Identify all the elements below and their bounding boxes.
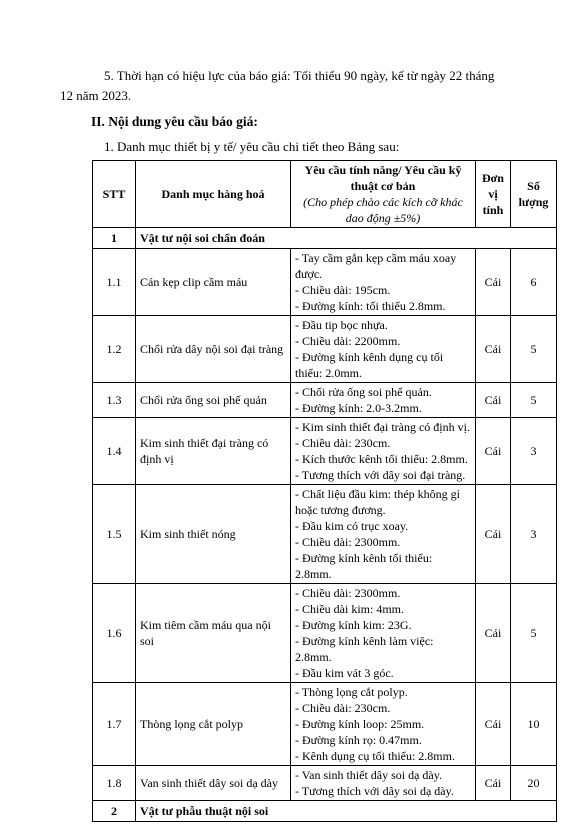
row-stt: 1.3 (93, 383, 136, 418)
requirement-line: - Đường kính loop: 25mm. (295, 717, 425, 731)
row-unit: Cái (476, 249, 511, 316)
table-row (93, 766, 557, 801)
row-name: Cán kẹp clip cầm máu (136, 249, 291, 316)
header-requirements-main: Yêu cầu tính năng/ Yêu cầu kỹ thuật cơ bản (304, 163, 462, 193)
row-stt: 1.1 (93, 249, 136, 316)
row-stt: 1.7 (93, 683, 136, 766)
requirement-line: - Đường kính rọ: 0.47mm. (295, 733, 422, 747)
row-unit: Cái (476, 316, 511, 383)
group-title: Vật tư phẫu thuật nội soi (136, 801, 557, 822)
group-number: 1 (93, 228, 136, 249)
header-requirements (291, 161, 476, 228)
row-name: Kim sinh thiết nóng (136, 485, 291, 584)
requirement-line: - Đường kính kênh tối thiểu: 2.8mm. (295, 551, 433, 581)
row-name: Kim sinh thiết đại tràng có định vị (136, 418, 291, 485)
requirement-line: - Kim sinh thiết đại tràng có định vị. (295, 420, 470, 434)
row-unit: Cái (476, 766, 511, 801)
row-qty: 5 (511, 383, 557, 418)
group-title: Vật tư nội soi chẩn đoán (136, 228, 557, 249)
table-row (93, 249, 557, 316)
row-requirements (291, 683, 476, 766)
requirement-line: - Tương thích với dây soi dạ dày. (295, 784, 454, 798)
row-requirements (291, 316, 476, 383)
requirement-line: - Đường kính kênh dụng cụ tối thiểu: 2.0mm. (295, 350, 444, 380)
row-qty: 5 (511, 316, 557, 383)
group-row (93, 228, 557, 249)
row-stt: 1.5 (93, 485, 136, 584)
requirement-line: - Chiều dài: 2200mm. (295, 334, 401, 348)
table-row (93, 316, 557, 383)
group-row (93, 801, 557, 822)
requirement-line: - Đường kính: 2.0-3.2mm. (295, 401, 422, 415)
validity-paragraph-line1: 5. Thời hạn có hiệu lực của báo giá: Tối thiểu 90 ngày, kể từ ngày 22 tháng (104, 68, 495, 83)
requirement-line: - Chiều dài: 230cm. (295, 436, 391, 450)
requirement-line: - Đầu kim vát 3 góc. (295, 666, 394, 680)
row-unit: Cái (476, 584, 511, 683)
group-number: 2 (93, 801, 136, 822)
requirement-line: - Van sinh thiết dây soi dạ dày. (295, 768, 442, 782)
row-name: Van sinh thiết dây soi dạ dày (136, 766, 291, 801)
table-row (93, 683, 557, 766)
list-caption: 1. Danh mục thiết bị y tế/ yêu cầu chi tiết theo Bảng sau: (104, 139, 400, 154)
requirement-line: - Chiều dài: 230cm. (295, 701, 391, 715)
requirement-line: - Chiều dài: 2300mm. (295, 586, 401, 600)
requirement-line: - Kích thước kênh tối thiểu: 2.8mm. (295, 452, 468, 466)
header-stt: STT (93, 161, 136, 228)
requirement-line: - Chiều dài: 195cm. (295, 283, 391, 297)
table-row (93, 418, 557, 485)
row-stt: 1.4 (93, 418, 136, 485)
requirement-line: - Chiều dài: 2300mm. (295, 535, 401, 549)
row-qty: 10 (511, 683, 557, 766)
row-unit: Cái (476, 485, 511, 584)
header-name: Danh mục hàng hoá (136, 161, 291, 228)
requirement-line: - Tương thích với dây soi đại tràng. (295, 468, 466, 482)
table-row (93, 383, 557, 418)
row-qty: 5 (511, 584, 557, 683)
row-requirements (291, 249, 476, 316)
header-qty: Số lượng (511, 161, 557, 228)
row-stt: 1.2 (93, 316, 136, 383)
requirement-line: - Thòng lọng cắt polyp. (295, 685, 408, 699)
row-stt: 1.8 (93, 766, 136, 801)
validity-paragraph-line2: 12 năm 2023. (60, 88, 132, 103)
row-qty: 3 (511, 418, 557, 485)
requirement-line: - Kênh dụng cụ tối thiểu: 2.8mm. (295, 749, 455, 763)
requirement-line: - Chổi rửa ống soi phế quản. (295, 385, 432, 399)
requirement-line: - Đường kính kênh làm việc: 2.8mm. (295, 634, 434, 664)
row-name: Thòng lọng cắt polyp (136, 683, 291, 766)
requirement-line: - Chất liệu đầu kim: thép không gỉ hoặc tương đương. (295, 487, 460, 517)
requirement-line: - Tay cầm gắn kẹp cầm máu xoay được. (295, 251, 457, 281)
requirement-line: - Đường kính: tối thiểu 2.8mm. (295, 299, 446, 313)
row-stt: 1.6 (93, 584, 136, 683)
row-unit: Cái (476, 683, 511, 766)
row-requirements (291, 485, 476, 584)
table-header-row (93, 161, 557, 228)
row-unit: Cái (476, 418, 511, 485)
row-name: Chổi rửa dây nội soi đại tràng (136, 316, 291, 383)
row-requirements (291, 766, 476, 801)
requirement-line: - Đầu tip bọc nhựa. (295, 318, 388, 332)
row-requirements (291, 383, 476, 418)
header-unit: Đơn vị tính (476, 161, 511, 228)
requirement-line: - Đầu kim có trục xoay. (295, 519, 409, 533)
requirement-line: - Đường kính kim: 23G. (295, 618, 412, 632)
row-name: Chổi rửa ống soi phế quản (136, 383, 291, 418)
requirement-line: - Chiều dài kim: 4mm. (295, 602, 404, 616)
equipment-table (92, 160, 557, 822)
row-qty: 3 (511, 485, 557, 584)
table-row (93, 584, 557, 683)
table-row (93, 485, 557, 584)
header-requirements-note: (Cho phép chào các kích cỡ khác dao động ±5%) (303, 195, 463, 225)
section-title: II. Nội dung yêu cầu báo giá: (91, 114, 258, 129)
row-requirements (291, 584, 476, 683)
row-name: Kim tiêm cầm máu qua nội soi (136, 584, 291, 683)
row-unit: Cái (476, 383, 511, 418)
row-qty: 20 (511, 766, 557, 801)
row-requirements (291, 418, 476, 485)
row-qty: 6 (511, 249, 557, 316)
